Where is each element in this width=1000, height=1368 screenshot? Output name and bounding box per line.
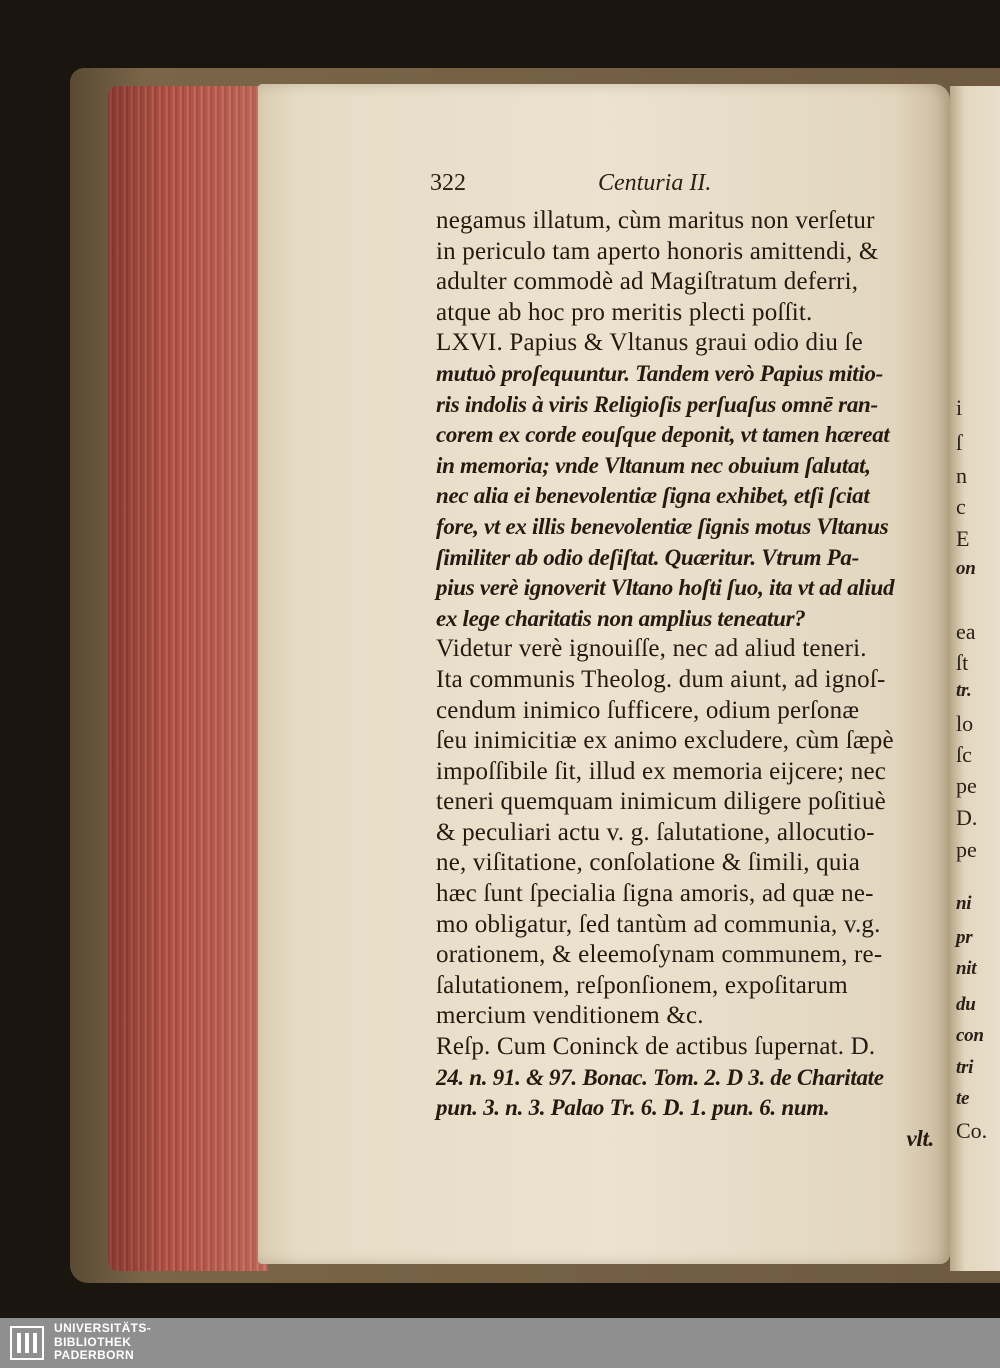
facing-page-fragment: du: [956, 994, 976, 1015]
library-name-line-3: PADERBORN: [54, 1348, 135, 1362]
text-line: mercium venditionem &c.: [436, 1002, 704, 1030]
facing-page-fragment: tr.: [956, 680, 972, 701]
text-line: mo obligatur, ſed tantùm ad communia, v.g.: [436, 910, 881, 938]
text-line: Reſp. Cum Coninck de actibus ſupernat. D.: [436, 1033, 876, 1061]
text-line: negamus illatum, cùm maritus non verſetur: [436, 207, 875, 234]
text-line: pius verè ignoverit Vltano hoſti ſuo, ita vt ad aliud: [436, 575, 895, 601]
text-line: adulter commodè ad Magiſtratum deferri,: [436, 268, 859, 296]
running-head: Centuria II.: [598, 170, 712, 196]
text-line: in periculo tam aperto honoris amittendi, &: [436, 237, 879, 265]
facing-page-fragment: ſc: [956, 742, 972, 767]
facing-page-fragment: D.: [956, 805, 978, 830]
text-line: cendum inimico ſufficere, odium perſonæ: [436, 696, 860, 724]
text-line: mutuò proſequuntur. Tandem verò Papius mitio-: [436, 360, 884, 386]
facing-page-fragment: ſt: [956, 650, 969, 675]
text-line: hæc ſunt ſpecialia ſigna amoris, ad quæ ne-: [436, 880, 874, 908]
text-line: Ita communis Theolog. dum aiunt, ad ignoſ-: [436, 665, 886, 693]
text-line: orationem, & eleemoſynam communem, re-: [436, 941, 883, 969]
text-line: ne, viſitatione, conſolatione & ſimili, quia: [436, 849, 860, 877]
text-line: teneri quemquam inimicum diligere poſitiuè: [436, 788, 886, 816]
text-line: & peculiari actu v. g. ſalutatione, allocutio-: [436, 818, 875, 846]
facing-page-fragment: pe: [956, 837, 977, 862]
text-line: in memoria; vnde Vltanum nec obuium ſalutat,: [436, 452, 871, 478]
page-number: 322: [430, 170, 466, 196]
page-edges-shade: [108, 86, 268, 1271]
text-line: 24. n. 91. & 97. Bonac. Tom. 2. D 3. de Charitate: [436, 1064, 884, 1090]
text-line: fore, vt ex illis benevolentiæ ſignis motus Vltanus: [436, 513, 889, 539]
library-name-line-2: BIBLIOTHEK: [54, 1334, 132, 1349]
library-name: [54, 1322, 151, 1363]
facing-page-fragment: nit: [956, 958, 977, 979]
text-line: ris indolis à viris Religioſis perſuaſus omnē ran-: [436, 391, 878, 417]
text-line: vlt.: [906, 1125, 934, 1151]
library-name-line-1: UNIVERSITÄTS-: [54, 1321, 152, 1335]
facing-page-fragment: n: [956, 463, 967, 488]
text-line: ex lege charitatis non amplius teneatur?: [436, 605, 806, 631]
facing-page-fragment: ni: [956, 893, 972, 914]
facing-page-fragment: lo: [956, 711, 974, 736]
library-footer-banner: [0, 1318, 1000, 1368]
page-body-text: [436, 206, 946, 1154]
facing-page-fragment: pr: [956, 927, 973, 948]
facing-page-fragment: i: [956, 395, 963, 420]
facing-page-fragment: c: [956, 494, 966, 519]
facing-page-fragment: E: [956, 526, 970, 551]
facing-page-fragment: on: [956, 558, 976, 579]
text-line: ſimiliter ab odio deſiſtat. Quæritur. Vtrum Pa-: [436, 544, 859, 570]
facing-page-fragment: ſ: [956, 430, 963, 455]
text-line: pun. 3. n. 3. Palao Tr. 6. D. 1. pun. 6. num.: [436, 1095, 830, 1121]
text-line: atque ab hoc pro meritis plecti poſſit.: [436, 298, 813, 326]
facing-page-fragment: te: [956, 1088, 970, 1109]
text-line: nec alia ei benevolentiæ ſigna exhibet, etſi ſciat: [436, 483, 870, 509]
facing-page-fragment: ea: [956, 619, 976, 644]
library-logo-icon: [10, 1326, 44, 1360]
facing-page-fragment: tri: [956, 1057, 974, 1078]
facing-page-fragment: Co.: [956, 1118, 988, 1143]
text-line: LXVI. Papius & Vltanus graui odio diu ſe: [436, 329, 863, 357]
text-line: Videtur verè ignouiſſe, nec ad aliud teneri.: [436, 635, 867, 663]
text-line: impoſſibile ſit, illud ex memoria eijcere; nec: [436, 757, 887, 785]
text-line: ſeu inimicitiæ ex animo excludere, cùm ſæpè: [436, 727, 894, 755]
facing-page-fragment: con: [956, 1025, 984, 1046]
facing-page-fragment: pe: [956, 773, 977, 798]
text-line: ſalutationem, reſponſionem, expoſitarum: [436, 971, 848, 999]
text-line: corem ex corde eouſque deponit, vt tamen hæreat: [436, 422, 890, 448]
